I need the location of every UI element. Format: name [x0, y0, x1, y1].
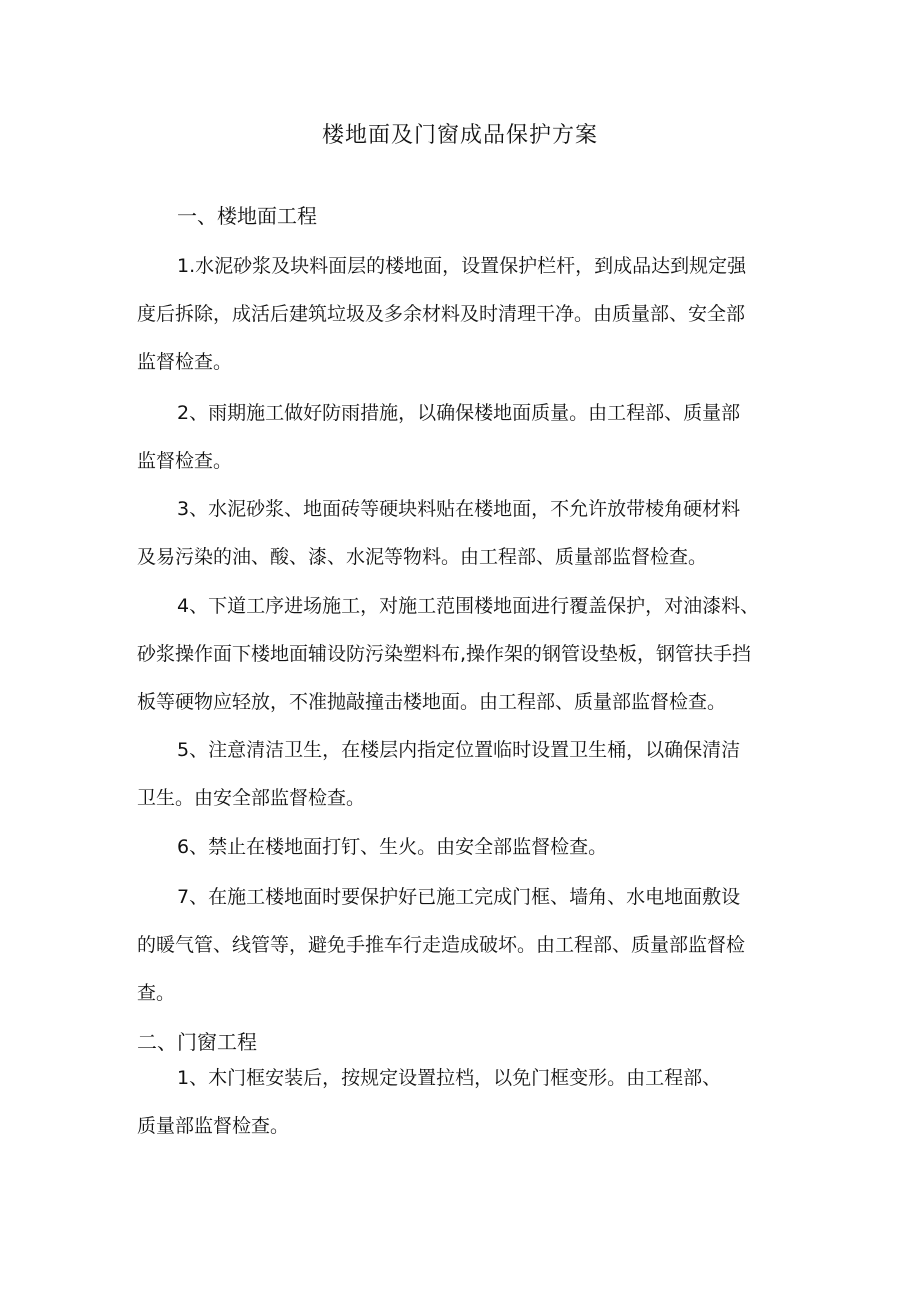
paragraph-item-3 [137, 485, 787, 581]
paragraph-line: 5、注意清洁卫生，在楼层内指定位置临时设置卫生桶，以确保清洁 [177, 739, 741, 761]
paragraph-item-4 [137, 582, 787, 726]
paragraph-line: 4、下道工序进场施工，对施工范围楼地面进行覆盖保护，对油漆料、 [177, 595, 760, 617]
paragraph-line: 砂浆操作面下楼地面辅设防污染塑料布,操作架的钢管设垫板，钢管扶手挡 [137, 643, 752, 665]
section-heading-text: 一、楼地面工程 [177, 204, 317, 228]
section-heading-floor [137, 192, 787, 240]
paragraph-line: 质量部监督检查。 [137, 1115, 290, 1137]
paragraph-item-5 [137, 726, 787, 822]
document-title: 楼地面及门窗成品保护方案 [321, 123, 598, 148]
paragraph-item-door-1 [137, 1054, 787, 1150]
paragraph-line: 板等硬物应轻放，不准抛敲撞击楼地面。由工程部、质量部监督检查。 [137, 691, 727, 713]
paragraph-line: 监督检查。 [137, 450, 233, 472]
paragraph-line: 2、雨期施工做好防雨措施，以确保楼地面质量。由工程部、质量部 [177, 402, 741, 424]
paragraph-line: 卫生。由安全部监督检查。 [137, 787, 366, 809]
paragraph-item-6 [137, 823, 787, 871]
paragraph-line: 度后拆除，成活后建筑垃圾及多余材料及时清理干净。由质量部、安全部 [137, 303, 746, 325]
paragraph-line: 1.水泥砂浆及块料面层的楼地面，设置保护栏杆，到成品达到规定强 [177, 255, 747, 277]
paragraph-line: 查。 [137, 982, 176, 1004]
paragraph-item-1 [137, 242, 787, 386]
paragraph-item-7 [137, 873, 787, 1017]
section-heading-text: 二、门窗工程 [137, 1030, 257, 1054]
paragraph-line: 监督检查。 [137, 351, 233, 373]
paragraph-line: 3、水泥砂浆、地面砖等硬块料贴在楼地面，不允许放带棱角硬材料 [177, 498, 741, 520]
paragraph-line: 1、木门框安装后，按规定设置拉档，以免门框变形。由工程部、 [177, 1067, 722, 1089]
paragraph-line: 6、禁止在楼地面打钉、生火。由安全部监督检查。 [177, 836, 608, 858]
paragraph-line: 及易污染的油、酸、漆、水泥等物料。由工程部、质量部监督检查。 [137, 546, 708, 568]
paragraph-line: 的暖气管、线管等，避免手推车行走造成破坏。由工程部、质量部监督检 [137, 934, 746, 956]
paragraph-item-2 [137, 389, 787, 485]
paragraph-line: 7、在施工楼地面时要保护好已施工完成门框、墙角、水电地面敷设 [177, 886, 741, 908]
